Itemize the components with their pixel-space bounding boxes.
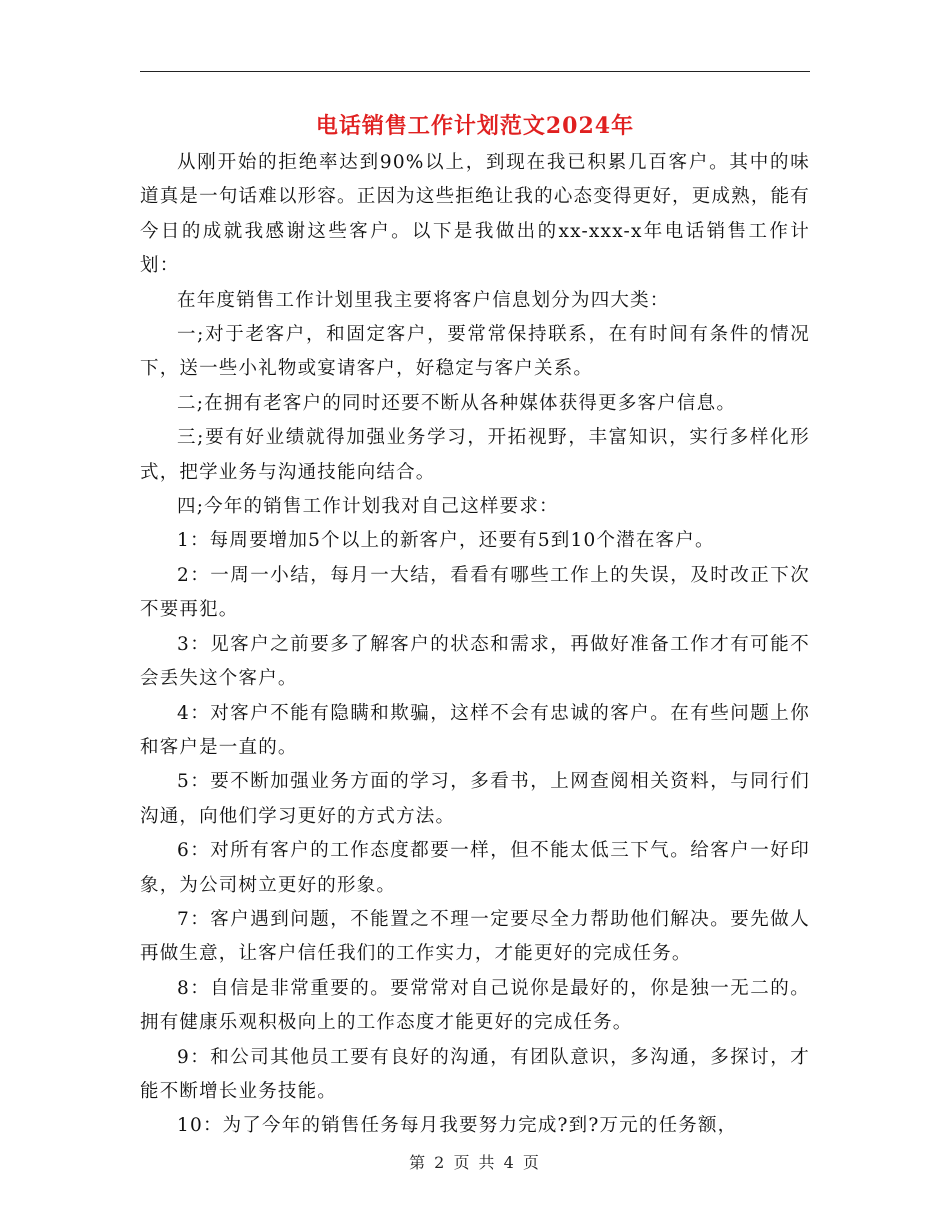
header-rule [140,71,810,72]
requirement-3: 3：见客户之前要多了解客户的状态和需求，再做好准备工作才有可能不会丢失这个客户。 [140,633,810,690]
paragraph-item-1: 一;对于老客户，和固定客户，要常常保持联系，在有时间有条件的情况下，送一些小礼物或宴请客户，好稳定与客户关系。 [140,324,810,380]
paragraph-item-3: 三;要有好业绩就得加强业务学习，开拓视野，丰富知识，实行多样化形式，把学业务与沟通技能向结合。 [140,427,810,483]
requirement-1: 1：每周要增加5个以上的新客户，还要有5到10个潜在客户。 [177,530,715,552]
requirement-10: 10：为了今年的销售任务每月我要努力完成?到?万元的任务额， [177,1115,738,1137]
requirement-6: 6：对所有客户的工作态度都要一样，但不能太低三下气。给客户一好印象，为公司树立更好的形象。 [140,840,810,896]
document-title: 电话销售工作计划范文2024年 [315,113,635,139]
intro-paragraph: 从刚开始的拒绝率达到90%以上，到现在我已积累几百客户。其中的味道真是一句话难以形容。正因为这些拒绝让我的心态变得更好，更成熟，能有今日的成就我感谢这些客户。以下是我做出的xx-xxx-x年电话销售工作计划： [140,152,810,277]
paragraph-item-4: 四;今年的销售工作计划我对自己这样要求： [177,496,559,518]
requirement-9: 9：和公司其他员工要有良好的沟通，有团队意识，多沟通，多探讨，才能不断增长业务技能。 [140,1046,810,1102]
requirement-2: 2：一周一小结，每月一大结，看看有哪些工作上的失误，及时改正下次不要再犯。 [140,564,810,621]
requirement-7: 7：客户遇到问题，不能置之不理一定要尽全力帮助他们解决。要先做人再做生意，让客户信任我们的工作实力，才能更好的完成任务。 [140,908,810,965]
document-body [140,146,810,1144]
paragraph-item-2: 二;在拥有老客户的同时还要不断从各种媒体获得更多客户信息。 [177,392,737,414]
paragraph-categories: 在年度销售工作计划里我主要将客户信息划分为四大类： [177,289,670,311]
page-number: 第 2 页 共 4 页 [409,1153,541,1172]
requirement-8: 8：自信是非常重要的。要常常对自己说你是最好的，你是独一无二的。拥有健康乐观积极向上的工作态度才能更好的完成任务。 [140,977,810,1034]
requirement-5: 5：要不断加强业务方面的学习，多看书，上网查阅相关资料，与同行们沟通，向他们学习更好的方式方法。 [140,771,810,827]
requirement-4: 4：对客户不能有隐瞒和欺骗，这样不会有忠诚的客户。在有些问题上你和客户是一直的。 [140,702,810,758]
